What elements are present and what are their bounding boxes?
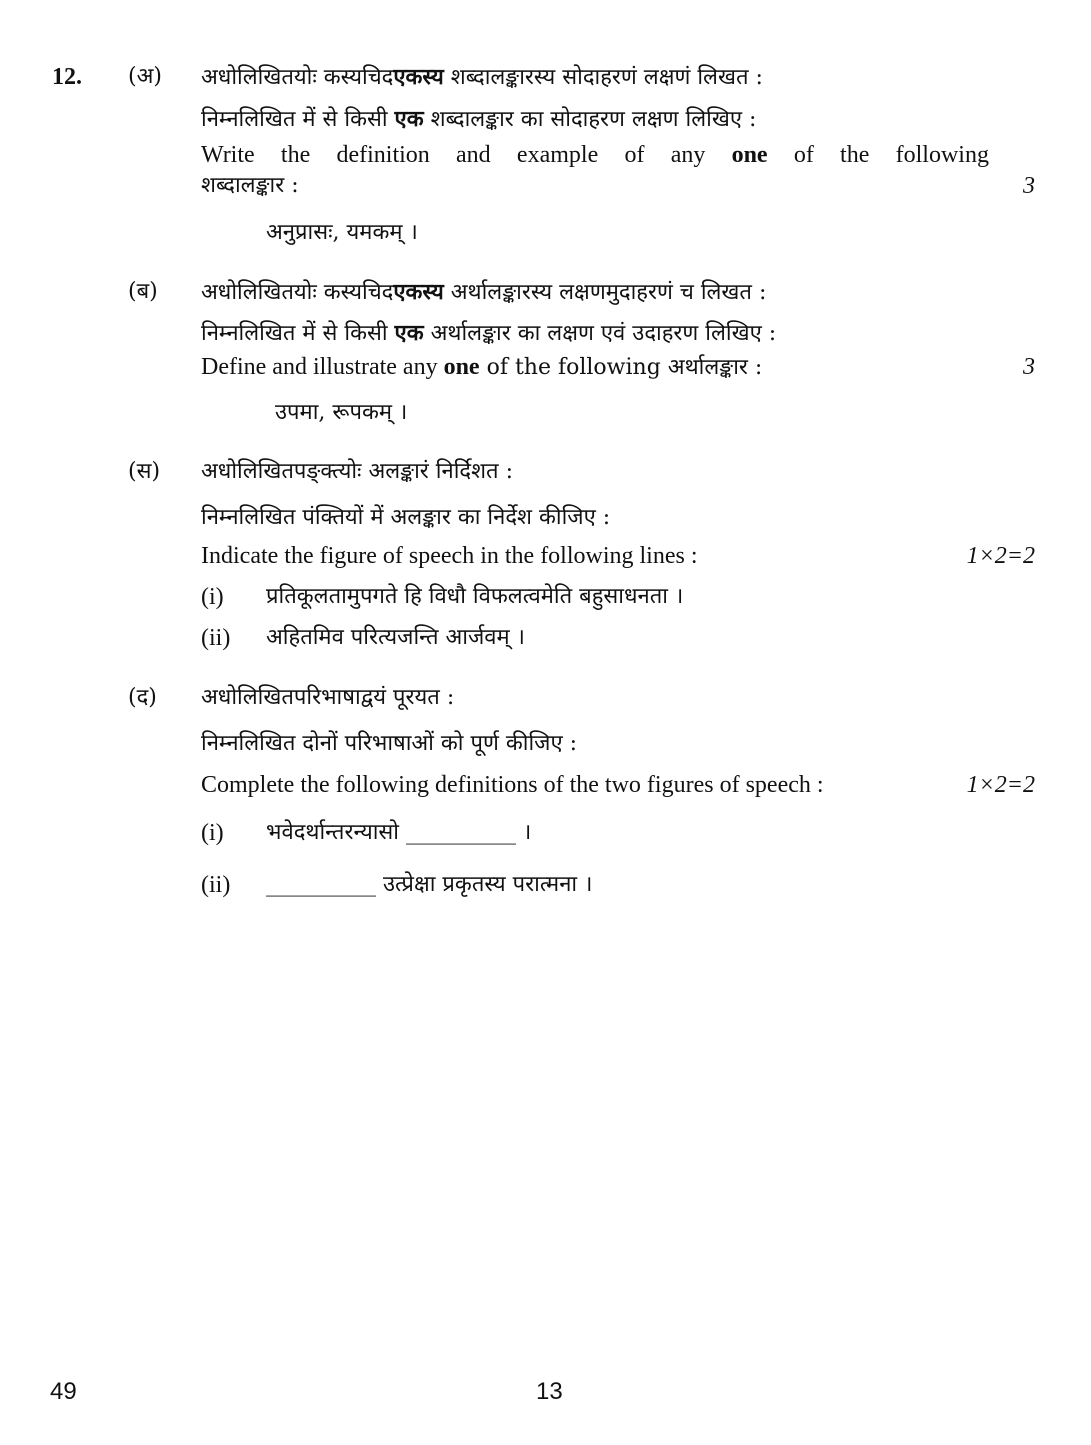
part-b-hindi-instruction — [201, 318, 776, 349]
part-d-marks: 1×2=2 — [966, 772, 1035, 798]
part-b-english-bold: one — [443, 354, 480, 380]
part-b-options: उपमा, रूपकम् । — [275, 400, 408, 425]
part-a-hindi-text-2: शब्दालङ्कार का सोदाहरण लक्षण लिखिए : — [423, 107, 757, 132]
word: of — [624, 142, 645, 168]
word: following — [895, 142, 989, 168]
page-number: 13 — [536, 1378, 563, 1405]
part-d-sanskrit-instruction: अधोलिखितपरिभाषाद्वयं पूरयत : — [201, 685, 455, 710]
question-number: 12. — [52, 64, 82, 90]
word-bold: one — [731, 142, 768, 168]
part-b-label: (ब) — [128, 279, 158, 304]
part-b-english-instruction — [201, 352, 762, 383]
part-d-item-text: भवेदर्थान्तरन्यासो __________ । — [266, 820, 532, 845]
word: definition — [336, 142, 430, 168]
part-c-english-instruction: Indicate the figure of speech in the following lines : — [201, 543, 698, 569]
part-a-hindi-bold: एक — [394, 106, 424, 132]
part-d-label: (द) — [128, 685, 157, 710]
part-a-options: अनुप्रासः, यमकम् । — [266, 220, 418, 245]
part-b-sanskrit-instruction — [201, 277, 766, 308]
part-d-hindi-instruction: निम्नलिखित दोनों परिभाषाओं को पूर्ण कीजिए : — [201, 731, 578, 756]
part-d-item-number: (i) — [201, 820, 224, 846]
part-a-marks: 3 — [1023, 173, 1035, 199]
part-a-sanskrit-text-1: अधोलिखितयोः कस्यचिद — [201, 65, 394, 90]
word: and — [456, 142, 491, 168]
part-a-english-continuation: शब्दालङ्कार : — [201, 173, 299, 198]
part-c-item-text: प्रतिकूलतामुपगते हि विधौ विफलत्वमेति बहुसाधनता । — [266, 584, 684, 609]
word: example — [516, 142, 599, 168]
part-b-sanskrit-bold: एकस्य — [393, 279, 444, 305]
part-d-item-number: (ii) — [201, 872, 231, 898]
part-c-item-text: अहितमिव परित्यजन्ति आर्जवम् । — [266, 625, 525, 650]
part-a-sanskrit-text-2: शब्दालङ्कारस्य सोदाहरणं लक्षणं लिखत : — [443, 65, 763, 90]
part-a-label: (अ) — [128, 64, 162, 89]
part-c-marks: 1×2=2 — [966, 543, 1035, 569]
part-a-sanskrit-bold: एकस्य — [393, 64, 444, 90]
part-b-sanskrit-text-2: अर्थालङ्कारस्य लक्षणमुदाहरणं च लिखत : — [443, 280, 767, 305]
word: of — [793, 142, 814, 168]
word: any — [670, 142, 706, 168]
part-c-item-number: (i) — [201, 584, 224, 610]
part-a-sanskrit-instruction — [201, 62, 763, 93]
word: the — [280, 142, 311, 168]
word: the — [840, 142, 870, 168]
part-b-english-text-2: of the following अर्थालङ्कार : — [479, 355, 763, 380]
part-b-english-text-1: Define and illustrate any — [201, 354, 444, 380]
word: Write — [201, 142, 255, 168]
paper-code: 49 — [50, 1378, 77, 1405]
part-d-english-instruction: Complete the following definitions of the two figures of speech : — [201, 772, 824, 798]
part-b-hindi-text-2: अर्थालङ्कार का लक्षण एवं उदाहरण लिखिए : — [423, 321, 777, 346]
part-c-sanskrit-instruction: अधोलिखितपङ्क्त्योः अलङ्कारं निर्दिशत : — [201, 459, 513, 484]
part-b-hindi-bold: एक — [394, 320, 424, 346]
part-b-hindi-text-1: निम्नलिखित में से किसी — [201, 321, 395, 346]
part-d-item-text: __________ उत्प्रेक्षा प्रकृतस्य परात्मना । — [266, 872, 593, 897]
part-b-marks: 3 — [1023, 354, 1035, 380]
part-b-sanskrit-text-1: अधोलिखितयोः कस्यचिद — [201, 280, 394, 305]
part-c-label: (स) — [128, 459, 161, 484]
part-a-english-instruction — [201, 140, 989, 170]
part-c-hindi-instruction: निम्नलिखित पंक्तियों में अलङ्कार का निर्देश कीजिए : — [201, 505, 611, 530]
part-a-hindi-instruction — [201, 104, 756, 135]
part-c-item-number: (ii) — [201, 625, 231, 651]
part-a-hindi-text-1: निम्नलिखित में से किसी — [201, 107, 395, 132]
